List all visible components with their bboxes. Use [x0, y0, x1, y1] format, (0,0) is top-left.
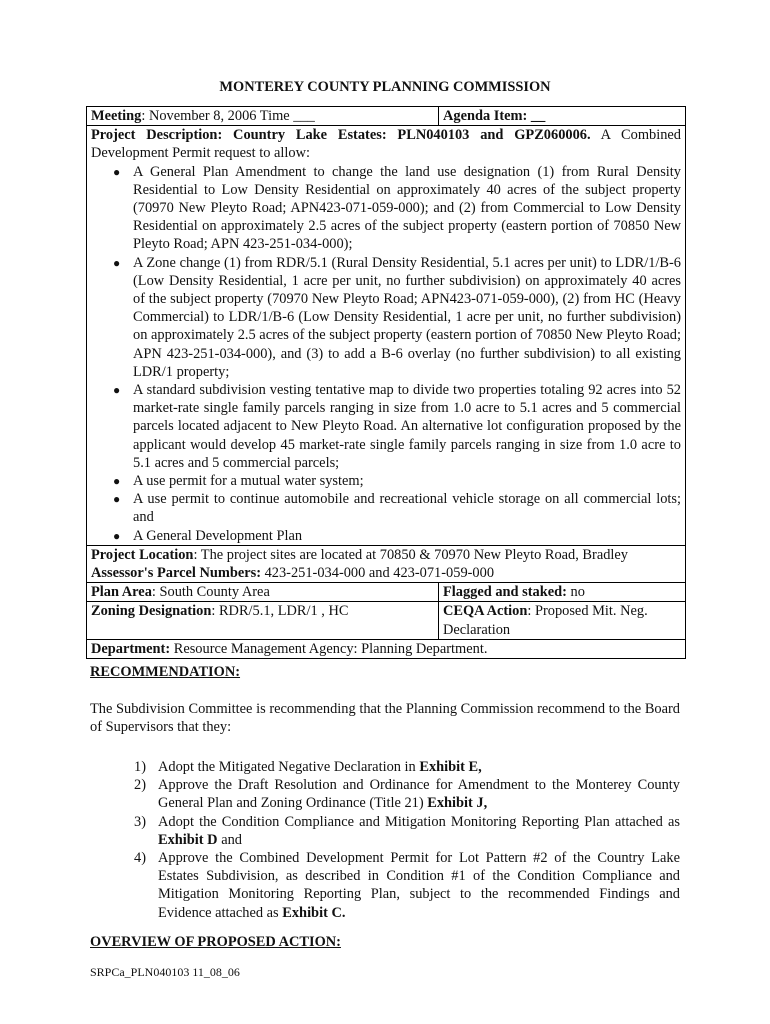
request-item: ● A standard subdivision vesting tentative map to divide two properties totaling 92 acres into 52 market-rate single family parcels ranging in size from 1.0 acre to 5.1 acres and 5 commercial parcels located adjacent to New Pleyto Road. An alternative lot configuration proposed by the applicant would develop 45 market-rate single family parcels ranging in size from 1.0 acre to 5.1 acres and 5 commercial parcels; — [113, 382, 681, 471]
recommendation-item: 3) Adopt the Condition Compliance and Mitigation Monitoring Reporting Plan attached as Exhibit D and — [134, 813, 680, 848]
project-info-table — [86, 106, 686, 659]
department-label: Department: — [91, 640, 171, 657]
recommendation-heading: RECOMMENDATION: — [90, 664, 241, 680]
meeting-label: Meeting — [91, 108, 142, 124]
zoning-label: Zoning Designation — [91, 603, 212, 620]
page-title: MONTEREY COUNTY PLANNING COMMISSION — [219, 79, 551, 95]
project-description-intro: A Combined Development Permit request to allow: — [91, 127, 681, 162]
request-list — [91, 163, 681, 545]
agenda-cell — [439, 107, 686, 126]
project-description — [91, 126, 681, 162]
apn-value: 423-251-034-000 and 423-071-059-000 — [261, 565, 495, 582]
recommendation-item: 1) Adopt the Mitigated Negative Declaration in Exhibit E, — [134, 759, 482, 775]
meeting-value: : November 8, 2006 Time ___ — [141, 108, 315, 124]
agenda-item-label: Agenda Item: __ — [443, 108, 546, 124]
department-value: Resource Management Agency: Planning Department. — [170, 640, 488, 657]
bullet-icon: ● — [113, 164, 121, 179]
department-row — [87, 639, 686, 658]
flagged-label: Flagged and staked: — [443, 584, 567, 601]
description-cell — [87, 126, 686, 546]
recommendation-item: 2) Approve the Draft Resolution and Ordinance for Amendment to the Monterey County General Plan and Zoning Ordinance (Title 21) Exhibit J, — [134, 777, 680, 812]
overview-heading: OVERVIEW OF PROPOSED ACTION: — [90, 934, 341, 950]
zoning-row — [87, 602, 686, 639]
request-item: ● A General Development Plan — [113, 527, 303, 544]
flagged-cell — [439, 583, 686, 602]
project-location-label: Project Location — [91, 546, 194, 563]
bullet-icon: ● — [113, 474, 121, 489]
request-item: ● A General Plan Amendment to change the land use designation (1) from Rural Density Residential to Low Density Residential on approximately 40 acres of the subject property (70970 New Pleyto Road; APN423-071-059-000); and (2) from Commercial to Low Density Residential on approximately 2.5 acres of the subject property (eastern portion of 70850 New Pleyto Road; APN 423-251-034-000); — [113, 163, 681, 253]
footer-doc-id: SRPCa_PLN040103 11_08_06 — [90, 965, 240, 979]
ceqa-value: : Proposed Mit. Neg. Declaration — [443, 603, 648, 638]
flagged-value: no — [566, 584, 585, 601]
request-item: ● A Zone change (1) from RDR/5.1 (Rural Density Residential, 5.1 acres per unit) to LDR/1/B-6 (Low Density Residential, 1 acre per unit, no further subdivision) on approximately 40 acres of the subject property (70970 New Pleyto Road; APN423-071-059-000), (2) from HC (Heavy Commercial) to LDR/1/B-6 (Low Density Residential, 1 acre per unit, no further subdivision) on approximately 2.5 acres of the subject property (eastern portion of 70850 New Pleyto Road; APN 423-251-034-000), and (3) to add a B-6 overlay (no further subdivision) to all existing LDR/1 property; — [113, 254, 681, 380]
meeting-row — [87, 107, 686, 126]
project-description-label: Project Description: Country Lake Estates: PLN040103 and GPZ060006. — [91, 127, 591, 144]
recommendation-intro: The Subdivision Committee is recommending that the Planning Commission recommend to the Board of Supervisors that they: — [90, 701, 680, 736]
zoning-value: : RDR/5.1, LDR/1 , HC — [211, 603, 349, 620]
request-item: ● A use permit for a mutual water system; — [113, 473, 364, 490]
description-row — [87, 126, 686, 546]
bullet-icon: ● — [113, 492, 121, 507]
ceqa-cell — [439, 602, 686, 639]
project-location-value: : The project sites are located at 70850 & 70970 New Pleyto Road, Bradley — [193, 546, 628, 563]
apn-label: Assessor's Parcel Numbers: — [91, 565, 261, 582]
ceqa-label: CEQA Action — [443, 603, 528, 620]
recommendation-list — [134, 758, 680, 922]
department-cell — [87, 639, 686, 658]
bullet-icon: ● — [113, 528, 121, 543]
location-cell — [87, 545, 686, 582]
plan-area-label: Plan Area — [91, 584, 152, 601]
bullet-icon: ● — [113, 383, 121, 398]
meeting-cell — [87, 107, 439, 126]
zoning-cell — [87, 602, 439, 639]
plan-area-row — [87, 583, 686, 602]
location-row — [87, 545, 686, 582]
recommendation-item: 4) Approve the Combined Development Permit for Lot Pattern #2 of the Country Lake Estates Subdivision, as described in Condition #1 of the Condition Compliance and Mitigation Monitoring Reporting Plan, subject to the recommended Findings and Evidence attached as Exhibit C. — [134, 850, 680, 921]
plan-area-cell — [87, 583, 439, 602]
bullet-icon: ● — [113, 255, 121, 270]
request-item: ● A use permit to continue automobile and recreational vehicle storage on all commercial lots; and — [113, 491, 681, 526]
plan-area-value: : South County Area — [151, 584, 270, 601]
